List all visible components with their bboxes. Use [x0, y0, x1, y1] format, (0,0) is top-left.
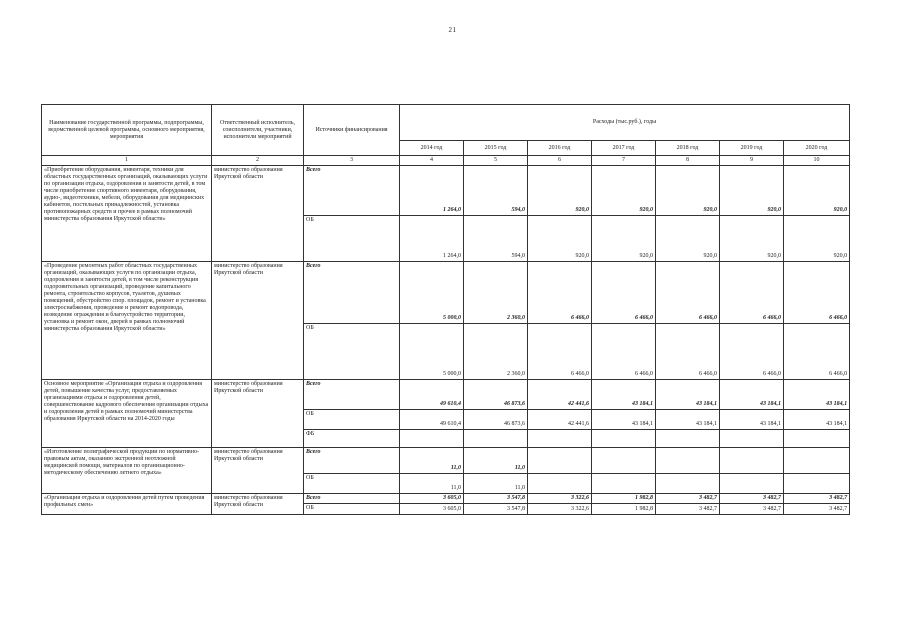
- expense-value: 3 547,8: [464, 494, 528, 504]
- expense-value: 42 441,6: [528, 380, 592, 410]
- expense-value: [720, 448, 784, 474]
- header-year: 2014 год: [400, 141, 464, 156]
- column-number: 3: [304, 156, 400, 166]
- expense-value: 920,0: [656, 216, 720, 262]
- table-row: [42, 166, 850, 216]
- header-executor: Ответственный исполнитель, соисполнители, участники, исполнители мероприятий: [212, 105, 304, 156]
- expense-value: 43 184,1: [720, 410, 784, 430]
- expense-value: 3 482,7: [784, 504, 850, 515]
- funding-source: Всего: [304, 448, 400, 474]
- expense-value: [464, 430, 528, 448]
- expense-value: 1 982,8: [592, 504, 656, 515]
- expense-value: 6 466,0: [656, 262, 720, 324]
- expense-value: [592, 430, 656, 448]
- funding-source: ОБ: [304, 216, 400, 262]
- table-row: [42, 494, 850, 504]
- expense-value: [784, 448, 850, 474]
- column-number: 7: [592, 156, 656, 166]
- expense-value: [592, 448, 656, 474]
- expense-value: 920,0: [784, 216, 850, 262]
- table-row: [42, 262, 850, 324]
- header-name: Наименование государственной программы, подпрограммы, ведомственной целевой программы, основного мероприятия, мероприятия: [42, 105, 212, 156]
- expense-value: 11,0: [400, 474, 464, 494]
- header-expenses: Расходы (тыс.руб.), годы: [400, 105, 850, 141]
- column-number: 1: [42, 156, 212, 166]
- funding-source: Всего: [304, 262, 400, 324]
- expense-value: 6 466,0: [592, 324, 656, 380]
- header-year: 2018 год: [656, 141, 720, 156]
- header-year: 2015 год: [464, 141, 528, 156]
- expense-value: 6 466,0: [784, 324, 850, 380]
- expense-value: 3 322,6: [528, 504, 592, 515]
- expense-value: 3 482,7: [784, 494, 850, 504]
- expense-value: 3 482,7: [656, 494, 720, 504]
- expense-value: 43 184,1: [592, 380, 656, 410]
- expense-value: 920,0: [656, 166, 720, 216]
- executor: министерство образования Иркутской области: [212, 262, 304, 380]
- expense-value: 1 982,8: [592, 494, 656, 504]
- expense-value: [784, 474, 850, 494]
- expense-value: 594,0: [464, 166, 528, 216]
- column-number: 5: [464, 156, 528, 166]
- expense-value: 11,0: [464, 474, 528, 494]
- expense-value: [400, 430, 464, 448]
- expense-value: 6 466,0: [720, 262, 784, 324]
- expense-value: 11,0: [464, 448, 528, 474]
- expense-value: [656, 430, 720, 448]
- expense-value: 920,0: [528, 166, 592, 216]
- expense-value: 5 000,0: [400, 324, 464, 380]
- expense-value: 43 184,1: [592, 410, 656, 430]
- funding-source: ОБ: [304, 324, 400, 380]
- activity-name: «Приобретение оборудования, инвентаря, техники для областных государственных организаций, оказывающих услуги по организации отдыха, оздоровления и занятости детей, в том числе приобретение спортивного инвентаря, оборудования, аудио-, видеотехники, мебели, оборудования для медицинских кабинетов, постельных принадлежностей, установка противопожарных средств и прочее в рамках полномочий министерства образования Иркутской области»: [42, 166, 212, 262]
- expense-value: 43 184,1: [784, 410, 850, 430]
- expense-value: 11,0: [400, 448, 464, 474]
- expense-value: [592, 474, 656, 494]
- column-number: 6: [528, 156, 592, 166]
- expense-value: 42 441,6: [528, 410, 592, 430]
- column-number: 8: [656, 156, 720, 166]
- expense-value: 3 605,0: [400, 494, 464, 504]
- expense-value: 6 466,0: [528, 262, 592, 324]
- expense-value: 1 264,0: [400, 216, 464, 262]
- expense-value: 3 605,0: [400, 504, 464, 515]
- expense-value: 920,0: [784, 166, 850, 216]
- expense-value: 594,0: [464, 216, 528, 262]
- expense-value: [720, 474, 784, 494]
- expense-value: [784, 430, 850, 448]
- header-source: Источники финансирования: [304, 105, 400, 156]
- expense-value: 46 873,6: [464, 380, 528, 410]
- header-year: 2020 год: [784, 141, 850, 156]
- expense-value: 6 466,0: [720, 324, 784, 380]
- expense-value: 3 482,7: [720, 494, 784, 504]
- expense-value: 43 184,1: [784, 380, 850, 410]
- activity-name: «Изготовление полиграфической продукции по нормативно-правовым актам, оказанию экстренной неотложной медицинской помощи, материалов по организационно-методическому обеспечению летнего отдыха»: [42, 448, 212, 494]
- budget-table: [41, 104, 850, 515]
- expense-value: 6 466,0: [528, 324, 592, 380]
- expense-value: 920,0: [592, 166, 656, 216]
- funding-source: ФБ: [304, 430, 400, 448]
- funding-source: ОБ: [304, 410, 400, 430]
- expense-value: [528, 448, 592, 474]
- header-year: 2017 год: [592, 141, 656, 156]
- activity-name: «Организация отдыха и оздоровления детей путем проведения профильных смен»: [42, 494, 212, 515]
- expense-value: 920,0: [592, 216, 656, 262]
- expense-value: 3 547,8: [464, 504, 528, 515]
- funding-source: Всего: [304, 380, 400, 410]
- funding-source: ОБ: [304, 504, 400, 515]
- expense-value: 5 000,0: [400, 262, 464, 324]
- column-number: 10: [784, 156, 850, 166]
- table-row: [42, 380, 850, 410]
- expense-value: 6 466,0: [656, 324, 720, 380]
- expense-value: [720, 430, 784, 448]
- expense-value: 920,0: [528, 216, 592, 262]
- expense-value: 43 184,1: [720, 380, 784, 410]
- expense-value: 3 322,6: [528, 494, 592, 504]
- table-row: [42, 448, 850, 474]
- header-year: 2019 год: [720, 141, 784, 156]
- expense-value: 49 610,4: [400, 410, 464, 430]
- column-number: 4: [400, 156, 464, 166]
- expense-value: 920,0: [720, 216, 784, 262]
- expense-value: 46 873,6: [464, 410, 528, 430]
- funding-source: Всего: [304, 166, 400, 216]
- executor: министерство образования Иркутской области: [212, 380, 304, 448]
- column-number: 9: [720, 156, 784, 166]
- expense-value: 6 466,0: [592, 262, 656, 324]
- expense-value: 2 360,0: [464, 262, 528, 324]
- expense-value: 2 360,0: [464, 324, 528, 380]
- expense-value: 920,0: [720, 166, 784, 216]
- expense-value: [528, 474, 592, 494]
- expense-value: 43 184,1: [656, 380, 720, 410]
- expense-value: 49 610,4: [400, 380, 464, 410]
- activity-name: «Проведение ремонтных работ областных государственных организаций, оказывающих услуги по организации отдыха, оздоровления и занятости детей, в том числе реконструкция оздоровительных организаций, проведение капитального ремонта, строительство корпусов, туалетов, душевых помещений, обустройство спор. площадок, ремонт и установка электроснабжения, проведение и ремонт водопровода, возведение ограждения и благоустройство территории, установка и ремонт окон, дверей в рамках полномочий министерства образования Иркутской области»: [42, 262, 212, 380]
- executor: министерство образования Иркутской области: [212, 448, 304, 494]
- page-number: 21: [448, 26, 457, 34]
- funding-source: Всего: [304, 494, 400, 504]
- executor: министерство образования Иркутской области: [212, 494, 304, 515]
- funding-source: ОБ: [304, 474, 400, 494]
- expense-value: 1 264,0: [400, 166, 464, 216]
- header-year: 2016 год: [528, 141, 592, 156]
- expense-value: 6 466,0: [784, 262, 850, 324]
- expense-value: [656, 474, 720, 494]
- executor: министерство образования Иркутской области: [212, 166, 304, 262]
- expense-value: 43 184,1: [656, 410, 720, 430]
- expense-value: [528, 430, 592, 448]
- expense-value: [656, 448, 720, 474]
- expense-value: 3 482,7: [656, 504, 720, 515]
- column-number: 2: [212, 156, 304, 166]
- expense-value: 3 482,7: [720, 504, 784, 515]
- activity-name: Основное мероприятие «Организация отдыха и оздоровления детей, повышение качества услуг, предоставляемых организациями отдыха и оздоровления детей, совершенствование кадрового обеспечения организации отдыха и оздоровления детей в рамках полномочий министерства образования Иркутской области на 2014-2020 годы: [42, 380, 212, 448]
